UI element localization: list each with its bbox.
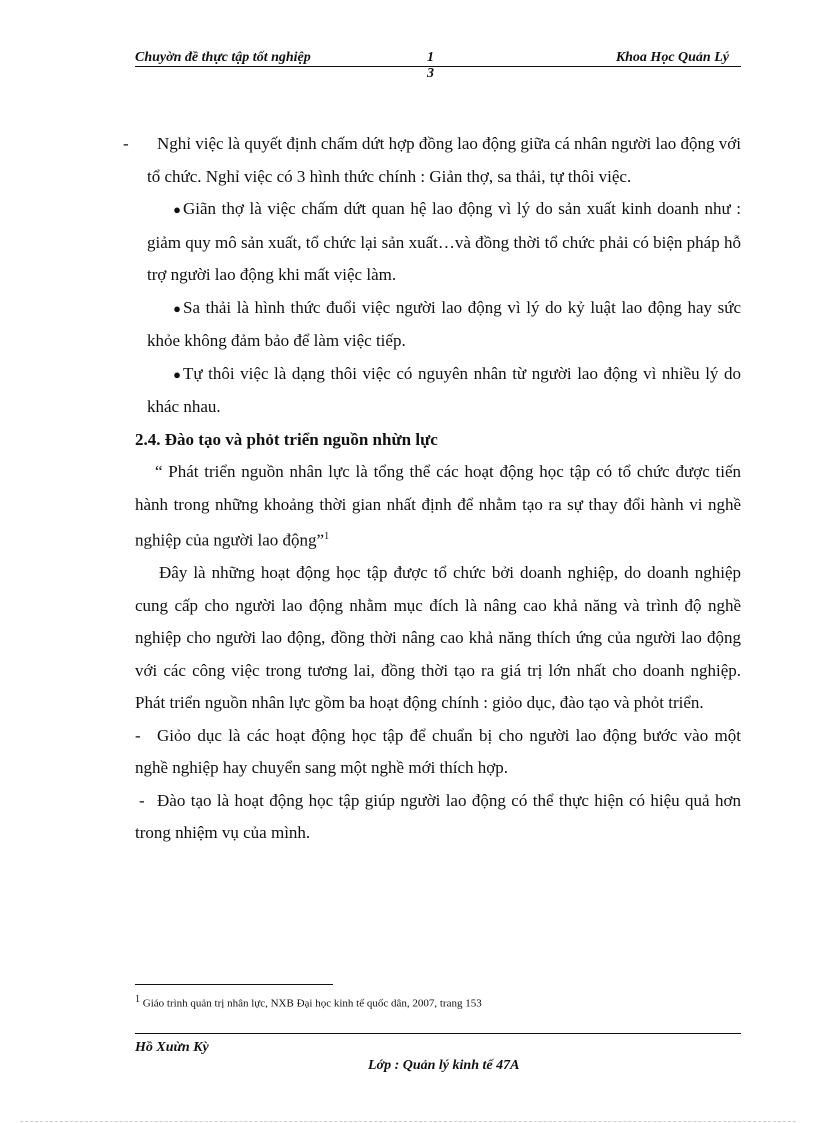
dash-marker: - xyxy=(135,725,141,745)
page-header xyxy=(135,50,741,88)
footer-author: Hồ Xuừn Kỳ xyxy=(135,1040,209,1055)
footnote xyxy=(135,992,741,1012)
paragraph-text: Nghỉ việc là quyết định chấm dứt hợp đồng lao động giữa cá nhân người lao động với tổ chức. Nghỉ việc có 3 hình thức chính : Giản thợ, sa thải, tự thôi việc. xyxy=(147,134,741,186)
page-edge xyxy=(20,1121,796,1122)
paragraph-text: Tự thôi việc là dạng thôi việc có nguyên nhân từ người lao động vì nhiều lý do khác nhau. xyxy=(147,363,741,416)
footnote-text: Giáo trình quản trị nhân lực, NXB Đại học kinh tế quốc dân, 2007, trang 153 xyxy=(142,997,482,1010)
paragraph-text: Giãn thợ là việc chấm dứt quan hệ lao động vì lý do sản xuất kinh doanh như : giảm quy mô sản xuất, tổ chức lại sản xuất…và đồng thời tổ chức phải có biện pháp hỗ trợ người lao động khi mất việc làm. xyxy=(147,199,741,284)
footnote-number: 1 xyxy=(135,994,140,1005)
page-number-bottom: 3 xyxy=(427,66,434,81)
paragraph-training xyxy=(135,785,741,850)
bullet-voluntary-quit xyxy=(135,358,741,424)
header-rule xyxy=(135,66,741,67)
paragraph-quote xyxy=(135,456,741,557)
header-faculty: Khoa Học Quản Lý xyxy=(615,50,729,65)
paragraph-text: “ Phát triển nguồn nhân lực là tổng thể các hoạt động học tập có tổ chức được tiến hành trong những khoảng thời gian nhất định để nhằm tạo ra sự thay đổi hành vi nghề nghiệp của người lao động” xyxy=(135,462,741,550)
paragraph-activities xyxy=(135,557,741,720)
bullet-icon: ● xyxy=(173,300,181,316)
paragraph-text: Đào tạo là hoạt động học tập giúp người lao động có thể thực hiện có hiệu quả hơn trong nhiệm vụ của mình. xyxy=(135,790,741,843)
dash-marker: - xyxy=(139,790,145,810)
bullet-layoff xyxy=(135,193,741,292)
document-body xyxy=(123,128,741,850)
footnote-separator xyxy=(135,984,333,985)
footer-class: Lớp : Quản lý kinh tế 47A xyxy=(368,1058,520,1073)
bullet-icon: ● xyxy=(173,202,181,217)
bullet-icon: ● xyxy=(173,366,181,382)
dash-marker: - xyxy=(123,134,129,153)
paragraph-education xyxy=(135,720,741,785)
footer-rule xyxy=(135,1033,741,1034)
paragraph-text: Giỏo dục là các hoạt động học tập để chuẩn bị cho người lao động bước vào một nghề nghiệp hay chuyển sang một nghề mới thích hợp. xyxy=(135,725,741,778)
paragraph-text: Đây là những hoạt động học tập được tổ chức bởi doanh nghiệp, do doanh nghiệp cung cấp cho người lao động nhằm mục đích là nâng cao khả năng và trình độ nghề nghiệp cho người lao động, đồng thời nâng cao khả năng thích ứng của người lao động với các công việc trong tương lai, đồng thời tạo ra giá trị lớn nhất cho doanh nghiệp. Phát triển nguồn nhân lực gồm ba hoạt động chính : giỏo dục, đào tạo và phỏt triển. xyxy=(135,563,741,713)
paragraph-resignation xyxy=(123,128,741,193)
bullet-dismissal xyxy=(135,292,741,358)
header-document-title: Chuyờn đề thực tập tốt nghiệp xyxy=(135,50,311,65)
page-number-top: 1 xyxy=(427,50,434,65)
section-heading: 2.4. Đào tạo và phỏt triển nguồn nhừn lực xyxy=(135,429,438,449)
paragraph-text: Sa thải là hình thức đuổi việc người lao động vì lý do kỷ luật lao động hay sức khỏe không đảm bảo để làm việc tiếp. xyxy=(147,297,741,350)
footnote-reference: 1 xyxy=(324,531,330,542)
